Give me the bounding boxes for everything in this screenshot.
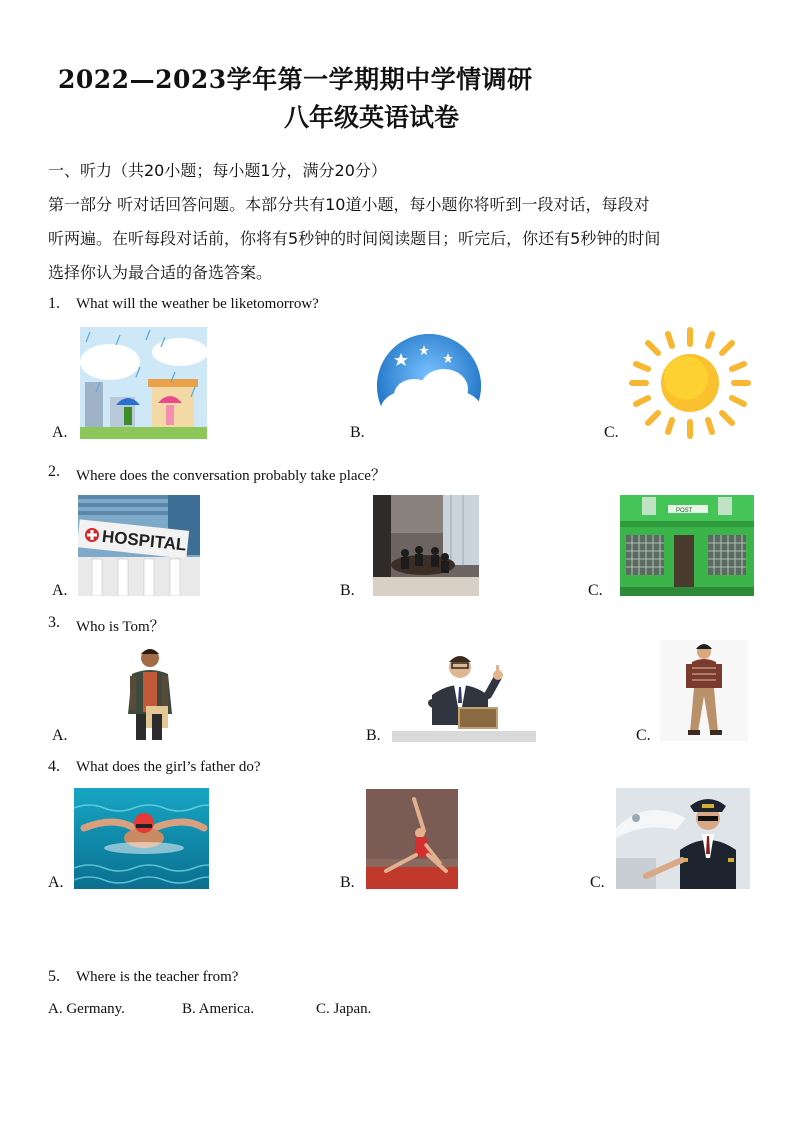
sunny-picture: [626, 326, 754, 440]
question-text: Where does the conversation probably take place？: [76, 468, 386, 484]
question-number: 2.: [48, 463, 60, 480]
section-heading: 一、听力（共20小题；每小题1分，满分20分）: [48, 161, 387, 180]
question-number: 4.: [48, 758, 60, 775]
option-b: B. America.: [182, 1001, 255, 1017]
cloudy-night-picture: [376, 333, 483, 440]
option-c: C. Japan.: [316, 1001, 372, 1017]
hospital-sign-text: HOSPITAL: [101, 526, 188, 555]
post-office-picture: [620, 495, 754, 596]
instruction-line-2: 听两遍。在听每段对话前，你将有5秒钟的时间阅读题目；听完后，你还有5秒钟的时间: [48, 229, 661, 248]
question-number: 5.: [48, 968, 60, 985]
option-label: A.: [52, 424, 68, 441]
question-number: 1.: [48, 295, 60, 312]
instruction-line-1: 第一部分 听对话回答问题。本部分共有10道小题，每小题你将听到一段对话，每段对: [48, 195, 650, 214]
pilot-picture: [616, 788, 750, 889]
dancer-picture: [366, 789, 458, 889]
question-text: Where is the teacher from?: [76, 969, 239, 985]
option-label: B.: [366, 727, 381, 744]
option-label: B.: [350, 424, 365, 441]
question-number: 3.: [48, 614, 60, 631]
option-label: C.: [604, 424, 619, 441]
instruction-line-3: 选择你认为最合适的备选答案。: [48, 263, 273, 282]
post-sign-text: POST: [676, 508, 693, 514]
option-label: B.: [340, 874, 355, 891]
office-worker-picture: [392, 645, 536, 742]
option-label: C.: [588, 582, 603, 599]
question-text: Who is Tom？: [76, 619, 165, 635]
question-text: What will the weather be liketomorrow?: [76, 296, 319, 312]
rainy-weather-picture: [80, 327, 207, 439]
swimmer-picture: [74, 788, 209, 889]
option-label: C.: [636, 727, 651, 744]
page-subtitle: 八年级英语试卷: [284, 103, 460, 132]
option-label: A.: [52, 582, 68, 599]
question-text: What does the girl’s father do?: [76, 759, 261, 775]
option-label: A.: [48, 874, 64, 891]
option-label: B.: [340, 582, 355, 599]
hospital-picture: [78, 495, 200, 596]
option-label: A.: [52, 727, 68, 744]
student-picture: [110, 642, 188, 742]
option-label: C.: [590, 874, 605, 891]
option-a: A. Germany.: [48, 1001, 125, 1017]
meeting-room-picture: [373, 495, 479, 596]
fashion-model-picture: [660, 640, 748, 741]
page-title: 2022—2023学年第一学期期中学情调研: [58, 65, 533, 94]
